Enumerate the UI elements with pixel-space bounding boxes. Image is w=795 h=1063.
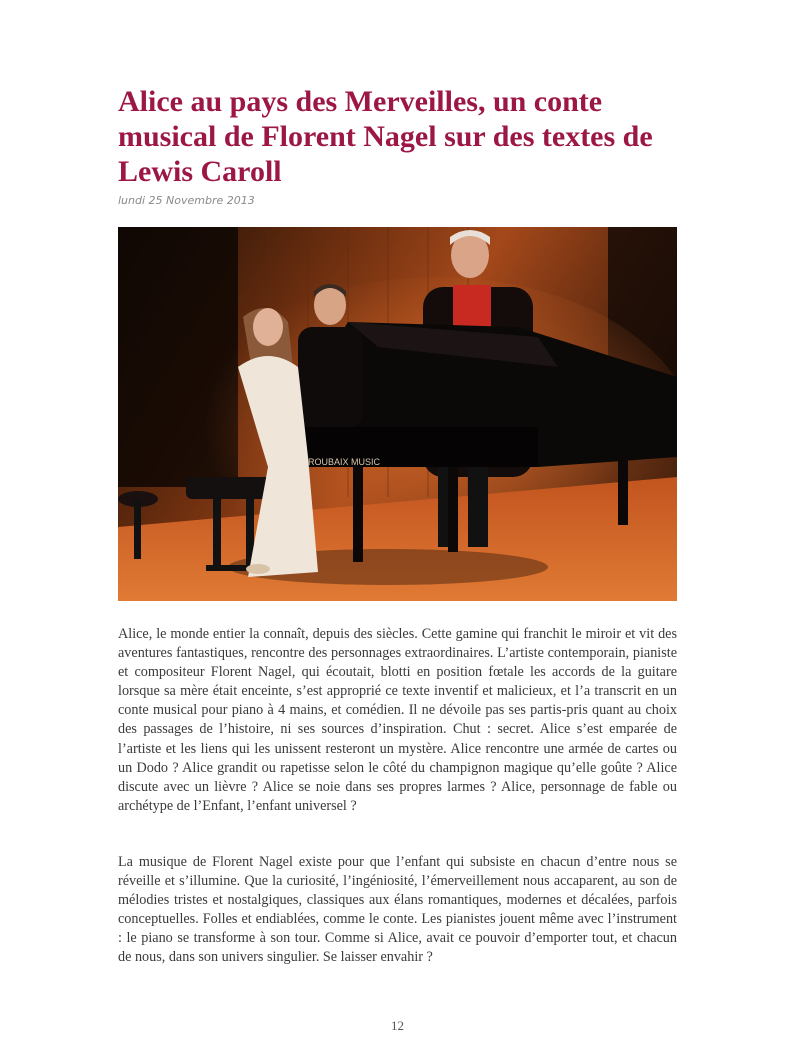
article-paragraph: Alice, le monde entier la connaît, depuis des siècles. Cette gamine qui franchit le miroir et vit des aventures fantastiques, rencontre des personnages extraordinaires. L’artiste contemporain, pianiste et compositeur Florent Nagel, qui écoutait, blotti en position fœtale les accords de la guitare lorsque sa mère était enceinte, s’est approprié ce texte inventif et malicieux, et l’a transcrit en un conte musical pour piano à 4 mains, et comédien. Il ne dévoile pas ses partis-pris quant au choix des passages de l’histoire, ni ses sources d’inspiration. Chut : secret. Alice s’est emparée de l’artiste et les liens qui les unissent resteront un mystère. Alice rencontre une armée de cartes ou un Dodo ? Alice grandit ou rapetisse selon le côté du champignon magique qu’elle goûte ? Alice discute avec un lièvre ? Alice se noie dans ses propres larmes ? Alice, personnage de fable ou archétype de l’Enfant, l’enfant universel ?: [118, 626, 677, 814]
page-number: 12: [391, 1018, 404, 1033]
concert-photo: [118, 227, 677, 601]
article-paragraph: La musique de Florent Nagel existe pour que l’enfant qui subsiste en chacun d’entre nous se réveille et s’illumine. Que la curiosité, l’ingéniosité, l’émerveillement nous accaparent, au son de mélodies tristes et nostalgiques, classiques aux élans romantiques, modernes et décalées, parfois conceptuelles. Folles et endiablées, comme le conte. Les pianistes jouent même avec l’instrument : le piano se transforme à son tour. Comme si Alice, avait ce pouvoir d’emporter tout, et chacun de nous, dans son univers singulier. Se laisser envahir ?: [118, 854, 677, 966]
piano-bench: [186, 477, 276, 499]
article-date: lundi 25 Novembre 2013: [118, 194, 255, 207]
article-title: Alice au pays des Merveilles, un conte musical de Florent Nagel sur des textes de Lewis Caroll: [118, 85, 653, 188]
piano-brand-label: ROUBAIX MUSIC: [308, 457, 381, 467]
